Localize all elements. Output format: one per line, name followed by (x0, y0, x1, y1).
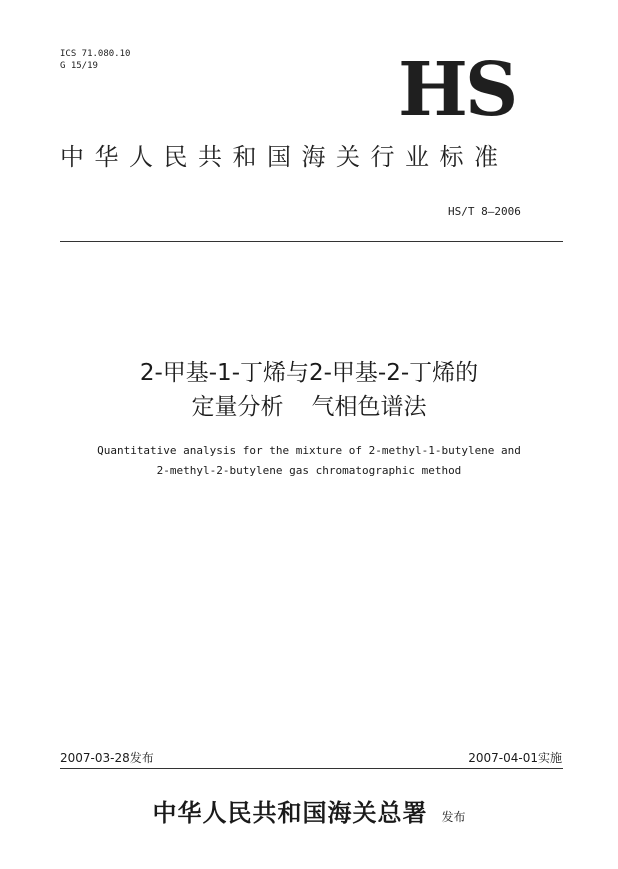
issuer-name: 中华人民共和国海关总署 (152, 798, 428, 827)
standard-code: HS/T 8—2006 (448, 205, 521, 218)
issuer-suffix: 发布 (441, 810, 466, 824)
ics-code: ICS 71.080.10 (60, 49, 131, 59)
english-title-line-2: 2-methyl-2-butylene gas chromatographic method (156, 464, 462, 477)
chinese-title-line-1: 2-甲基-1-丁烯与2-甲基-2-丁烯的 (139, 360, 479, 386)
classification-codes (60, 48, 130, 72)
chinese-title-line-2 (0, 392, 618, 422)
english-title-line-1: Quantitative analysis for the mixture of 2-methyl-1-butylene and (97, 444, 521, 457)
top-divider (60, 241, 563, 242)
chinese-title-part-1: 定量分析 (191, 394, 284, 420)
standard-title: 中华人民共和国海关行业标准 (60, 143, 509, 171)
class-code: G 15/19 (60, 61, 98, 71)
issuer (0, 793, 618, 828)
publish-date: 2007-03-28发布 (60, 751, 154, 765)
bottom-divider (60, 768, 563, 769)
chinese-title-part-2: 气相色谱法 (311, 394, 427, 420)
implement-date: 2007-04-01实施 (468, 751, 562, 765)
hs-logo: HS (398, 47, 516, 133)
